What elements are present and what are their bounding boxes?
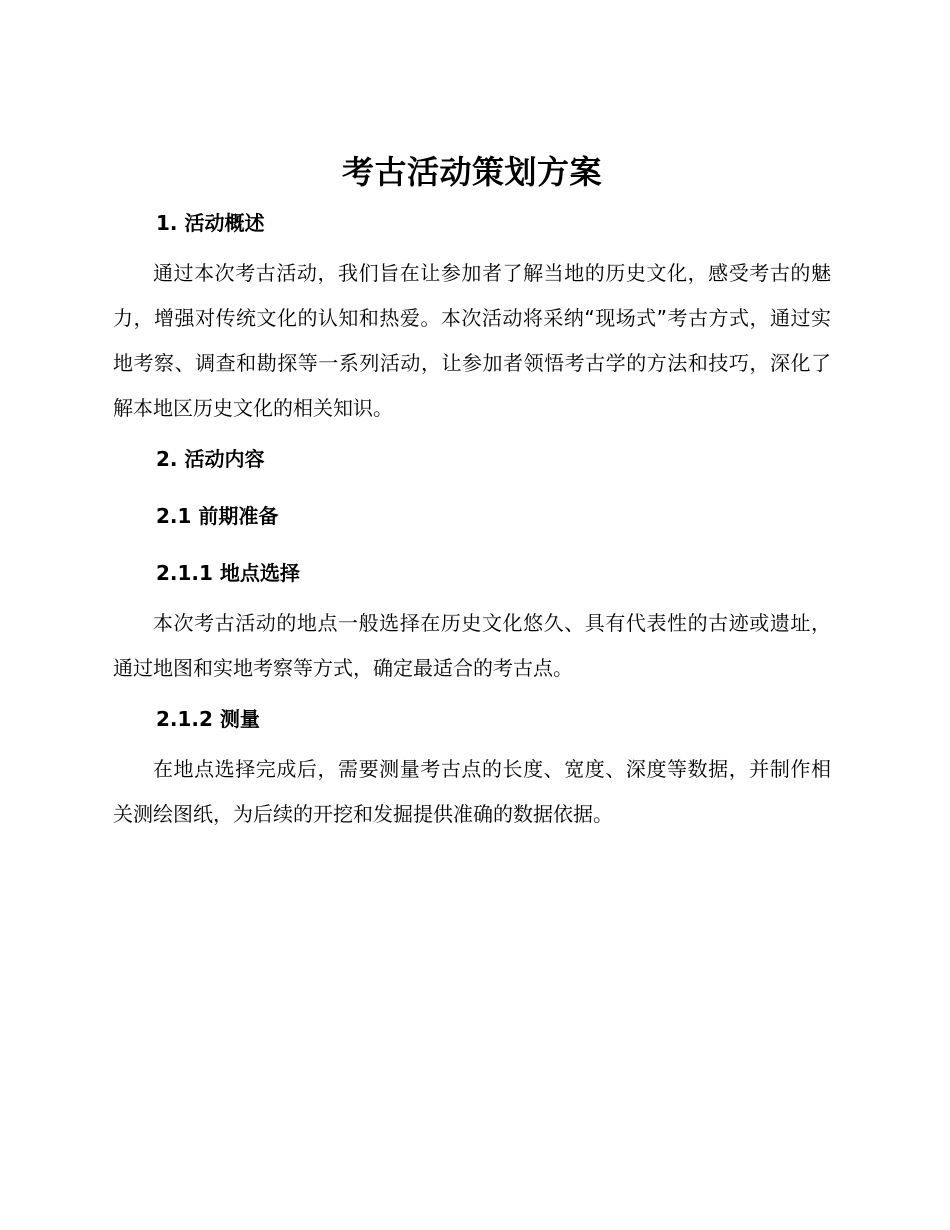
document-title: 考古活动策划方案	[341, 153, 602, 191]
overview-paragraph: 通过本次考古活动，我们旨在让参加者了解当地的历史文化，感受考古的魅力，增强对传统文化的认知和热爱。本次活动将采纳“现场式”考古方式，通过实地考察、调查和勘探等一系列活动，让参加者领悟考古学的方法和技巧，深化了解本地区历史文化的相关知识。	[113, 261, 831, 420]
document-body	[113, 150, 831, 837]
site-selection-paragraph: 本次考古活动的地点一般选择在历史文化悠久、具有代表性的古迹或遗址，通过地图和实地考察等方式，确定最适合的考古点。	[113, 611, 831, 680]
measurement-paragraph: 在地点选择完成后，需要测量考古点的长度、宽度、深度等数据，并制作相关测绘图纸，为后续的开挖和发掘提供准确的数据依据。	[113, 757, 831, 826]
subsection-heading-preparation: 2.1 前期准备	[156, 504, 279, 528]
section-heading-content: 2. 活动内容	[156, 447, 265, 471]
section-heading-overview: 1. 活动概述	[156, 211, 265, 235]
subsection-heading-measurement: 2.1.2 测量	[156, 707, 260, 731]
subsection-heading-site-selection: 2.1.1 地点选择	[156, 561, 300, 585]
